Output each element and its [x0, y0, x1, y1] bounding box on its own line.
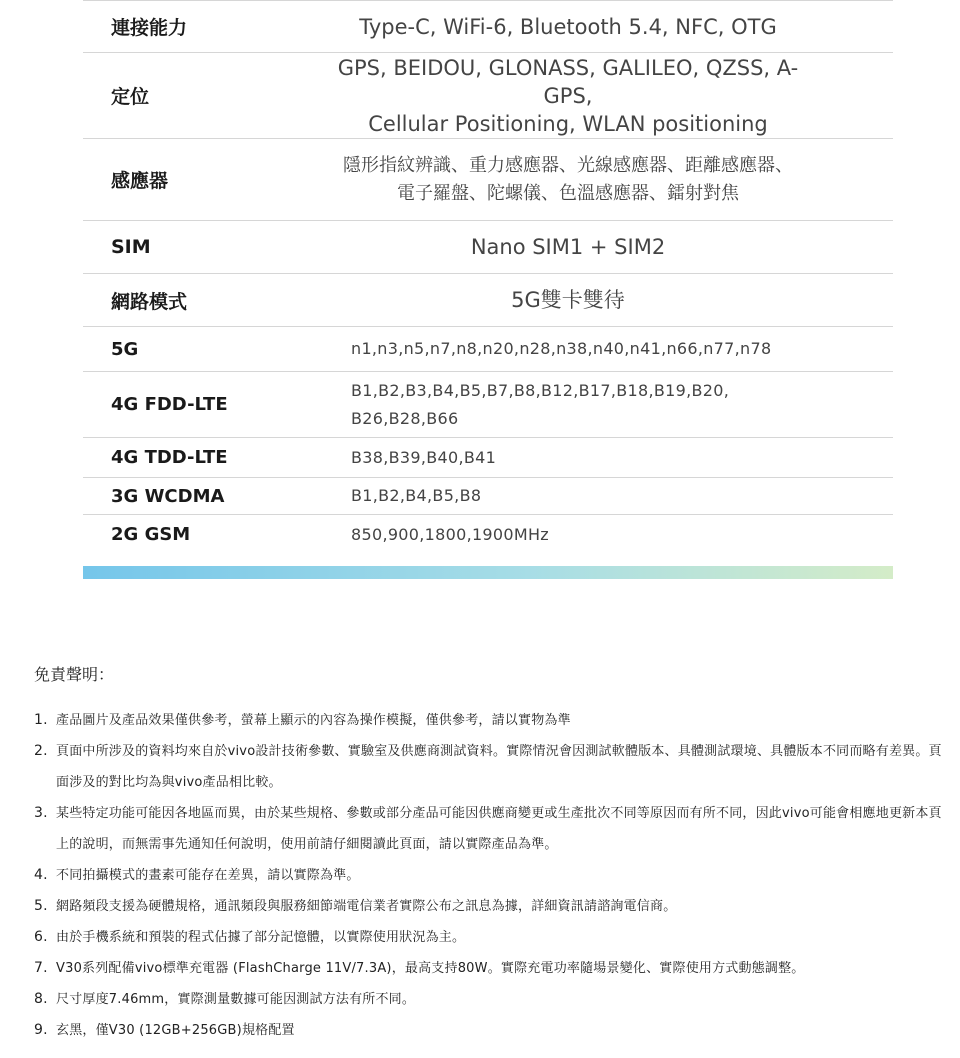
disclaimer-item — [34, 891, 944, 922]
spec-label: 定位 — [83, 53, 333, 139]
spec-row-positioning — [83, 53, 893, 139]
band-row-5g — [83, 327, 893, 372]
gradient-divider — [83, 566, 893, 579]
band-value-line: 850,900,1800,1900MHz — [351, 524, 550, 544]
spec-label: 連接能力 — [83, 1, 333, 53]
item-text: 網路頻段支援為硬體規格，通訊頻段與服務細節端電信業者實際公布之訊息為據，詳細資訊請諮詢電信商。 — [56, 899, 677, 914]
item-text: 尺寸厚度7.46mm，實際測量數據可能因測試方法有所不同。 — [56, 992, 416, 1007]
band-label: 3G WCDMA — [83, 478, 333, 515]
band-value — [333, 515, 893, 555]
item-number: 4. — [34, 867, 48, 883]
spec-value-line: Type-C, WiFi-6, Bluetooth 5.4, NFC, OTG — [359, 14, 777, 39]
spec-row-sensors — [83, 139, 893, 221]
spec-row-connectivity — [83, 1, 893, 53]
spec-row-sim — [83, 221, 893, 274]
disclaimer-list — [34, 705, 944, 1046]
spec-table — [83, 0, 893, 555]
item-text: 頁面中所涉及的資料均來自於vivo設計技術參數、實驗室及供應商測試資料。實際情況會因測試軟體版本、具體測試環境、具體版本不同而略有差異。頁面涉及的對比均為與vivo產品相比較。 — [56, 744, 942, 790]
disclaimer-item — [34, 736, 944, 798]
item-number: 8. — [34, 991, 48, 1007]
band-row-3g — [83, 478, 893, 515]
band-value-line: B38,B39,B40,B41 — [351, 447, 497, 467]
disclaimer-title: 免責聲明： — [34, 665, 115, 684]
band-value — [333, 438, 893, 478]
band-value — [333, 372, 893, 438]
spec-value — [333, 53, 893, 139]
band-label: 2G GSM — [111, 524, 191, 546]
disclaimer-item — [34, 953, 944, 984]
spec-value-line: Nano SIM1 + SIM2 — [470, 235, 666, 259]
spec-label: 網路模式 — [83, 274, 333, 327]
item-text: 玄黑，僅V30 (12GB+256GB)規格配置 — [56, 1023, 295, 1038]
band-label: 5G — [83, 327, 333, 372]
item-number: 6. — [34, 929, 48, 945]
band-value-line: n1,n3,n5,n7,n8,n20,n28,n38,n40,n41,n66,n77,n78 — [351, 339, 772, 358]
item-text: V30系列配備vivo標準充電器 (FlashCharge 11V/7.3A)，最高支持80W。實際充電功率隨場景變化、實際使用方式動態調整。 — [56, 961, 805, 976]
disclaimer-item — [34, 922, 944, 953]
spec-value-line: 電子羅盤、陀螺儀、色溫感應器、鐳射對焦 — [397, 182, 739, 204]
spec-label: SIM — [83, 221, 333, 274]
band-value — [333, 327, 893, 372]
item-text: 不同拍攝模式的畫素可能存在差異，請以實際為準。 — [56, 868, 360, 883]
disclaimer-item — [34, 860, 944, 891]
spec-value — [333, 139, 893, 221]
band-row-2g — [83, 515, 893, 555]
band-value-line: B1,B2,B3,B4,B5,B7,B8,B12,B17,B18,B19,B20, — [351, 380, 730, 400]
band-label: 4G FDD-LTE — [83, 372, 333, 438]
disclaimer-item — [34, 984, 944, 1015]
spec-value — [333, 221, 893, 274]
spec-row-network-mode — [83, 274, 893, 327]
band-row-4g-tdd — [83, 438, 893, 478]
spec-value — [333, 274, 893, 327]
item-text: 由於手機系統和預裝的程式佔據了部分記憶體，以實際使用狀況為主。 — [56, 930, 466, 945]
disclaimer-item — [34, 705, 944, 736]
spec-value-line: GPS, BEIDOU, GLONASS, GALILEO, QZSS, A-GPS, — [337, 55, 799, 108]
spec-value — [333, 1, 893, 53]
band-value — [333, 478, 893, 515]
band-value-line: B1,B2,B4,B5,B8 — [351, 486, 482, 505]
spec-value-line: 5G雙卡雙待 — [511, 288, 625, 312]
item-number: 5. — [34, 898, 48, 914]
band-value-line: B26,B28,B66 — [351, 408, 459, 428]
spec-value-line: Cellular Positioning, WLAN positioning — [368, 111, 768, 136]
item-number: 7. — [34, 960, 48, 976]
disclaimer-item — [34, 1015, 944, 1046]
disclaimer-item — [34, 798, 944, 860]
item-text: 某些特定功能可能因各地區而異，由於某些規格、參數或部分產品可能因供應商變更或生產批次不同等原因而有所不同，因此vivo可能會相應地更新本頁上的說明，而無需事先通知任何說明，使用前請仔細閱讀此頁面，請以實際產品為準。 — [56, 806, 942, 852]
item-number: 2. — [34, 743, 48, 759]
spec-label: 感應器 — [83, 139, 333, 221]
item-number: 3. — [34, 805, 48, 821]
disclaimer-section — [34, 662, 944, 1046]
band-label: 4G TDD-LTE — [83, 438, 333, 478]
item-number: 1. — [34, 712, 48, 728]
item-number: 9. — [34, 1022, 48, 1038]
item-text: 產品圖片及產品效果僅供參考，螢幕上顯示的內容為操作模擬，僅供參考，請以實物為準 — [56, 713, 571, 728]
spec-value-line: 隱形指紋辨識、重力感應器、光線感應器、距離感應器、 — [343, 154, 793, 176]
band-row-4g-fdd — [83, 372, 893, 438]
